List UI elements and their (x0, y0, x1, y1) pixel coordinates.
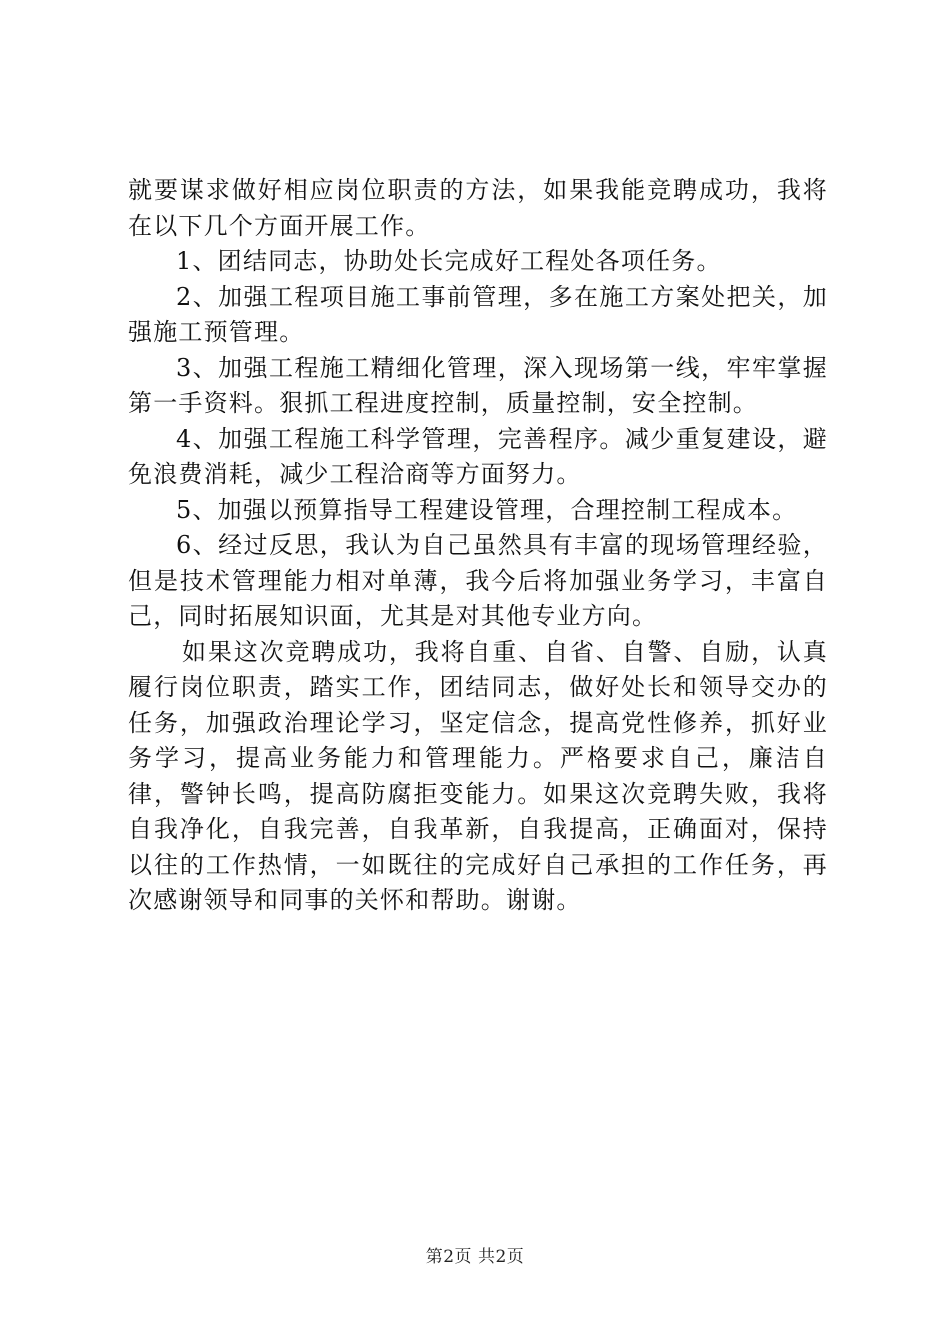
paragraph-closing: 如果这次竞聘成功，我将自重、自省、自警、自励，认真履行岗位职责，踏实工作，团结同志，做好处长和领导交办的任务，加强政治理论学习，坚定信念，提高党性修养，抓好业务学习，提高业务能力和管理能力。严格要求自己，廉洁自律，警钟长鸣，提高防腐拒变能力。如果这次竞聘失败，我将自我净化，自我完善，自我革新，自我提高，正确面对，保持以往的工作热情，一如既往的完成好自己承担的工作任务，再次感谢领导和同事的关怀和帮助。谢谢。 (128, 637, 828, 914)
paragraph-item-4: 4、加强工程施工科学管理，完善程序。减少重复建设，避免浪费消耗，减少工程洽商等方面努力。 (128, 424, 828, 488)
document-body (128, 173, 828, 919)
page-number-footer: 第2页 共2页 (425, 1247, 525, 1267)
paragraph-item-2: 2、加强工程项目施工事前管理，多在施工方案处把关，加强施工预管理。 (128, 282, 828, 346)
paragraph-item-3: 3、加强工程施工精细化管理，深入现场第一线，牢牢掌握第一手资料。狠抓工程进度控制，质量控制，安全控制。 (128, 353, 828, 417)
paragraph-intro: 就要谋求做好相应岗位职责的方法，如果我能竞聘成功，我将在以下几个方面开展工作。 (128, 176, 828, 240)
paragraph-item-5: 5、加强以预算指导工程建设管理，合理控制工程成本。 (176, 495, 798, 524)
paragraph-item-1: 1、团结同志，协助处长完成好工程处各项任务。 (176, 247, 722, 275)
paragraph-item-6: 6、经过反思，我认为自己虽然具有丰富的现场管理经验，但是技术管理能力相对单薄，我今后将加强业务学习，丰富自己，同时拓展知识面，尤其是对其他专业方向。 (128, 531, 828, 630)
